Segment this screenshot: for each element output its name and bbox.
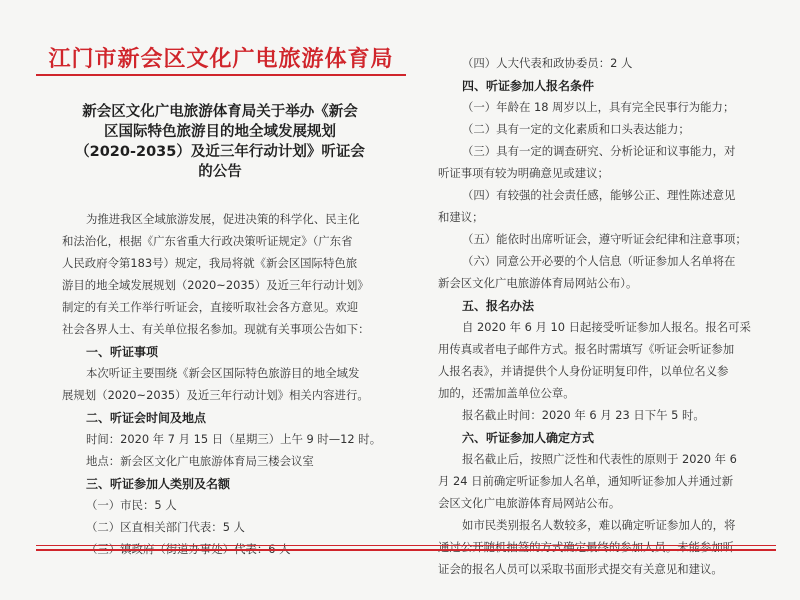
section-heading: 六、听证参加人确定方式 bbox=[462, 431, 595, 445]
letterhead bbox=[36, 24, 406, 76]
section-body-line: 展规划（2020~2035）及近三年行动计划》相关内容进行。 bbox=[62, 388, 369, 402]
title-line: （2020-2035）及近三年行动计划》听证会 bbox=[75, 144, 365, 160]
section-heading: 二、听证会时间及地点 bbox=[86, 411, 207, 425]
intro-line: 和法治化，根据《广东省重大行政决策听证规定》（广东省 bbox=[62, 234, 353, 248]
footer-rule bbox=[36, 545, 776, 546]
section-heading: 三、听证参加人类别及名额 bbox=[86, 477, 231, 491]
condition-line: 听证事项有较为明确意见或建议； bbox=[438, 166, 609, 180]
list-item: （一）市民：5 人 bbox=[86, 498, 177, 512]
hearing-time: 时间：2020 年 7 月 15 日（星期三）上午 9 时—12 时。 bbox=[86, 432, 382, 446]
condition-line: 和建议； bbox=[438, 210, 484, 224]
hearing-place: 地点：新会区文化广电旅游体育局三楼会议室 bbox=[86, 454, 314, 468]
list-item: （四）人大代表和政协委员：2 人 bbox=[462, 56, 633, 70]
list-item: （二）区直相关部门代表：5 人 bbox=[86, 520, 245, 534]
intro-line: 游目的地全域发展规划（2020~2035）及近三年行动计划》 bbox=[62, 278, 369, 292]
section-body-line: 用传真或者电子邮件方式。报名时需填写《听证会听证参加 bbox=[438, 342, 735, 356]
section-body-line: 如市民类别报名人数较多，难以确定听证参加人的，将 bbox=[462, 518, 736, 532]
section-body-line: 报名截止后，按照广泛性和代表性的原则于 2020 年 6 bbox=[462, 452, 737, 466]
footer-rule bbox=[36, 549, 776, 551]
section-body-line: 本次听证主要围绕《新会区国际特色旅游目的地全域发 bbox=[86, 366, 360, 380]
section-body-line: 会区文化广电旅游体育局网站公布。 bbox=[438, 496, 621, 510]
intro-line: 社会各界人士、有关单位报名参加。现就有关事项公告如下： bbox=[62, 322, 370, 336]
registration-deadline: 报名截止时间：2020 年 6 月 23 日下午 5 时。 bbox=[462, 408, 705, 422]
letterhead-org-name: 江门市新会区文化广电旅游体育局 bbox=[48, 46, 394, 72]
intro-line: 为推进我区全域旅游发展，促进决策的科学化、民主化 bbox=[86, 212, 360, 226]
title-line: 的公告 bbox=[198, 164, 242, 180]
condition-line: （六）同意公开必要的个人信息（听证参加人名单将在 bbox=[462, 254, 736, 268]
section-body-line: 人报名表》，并请提供个人身份证明复印件，以单位名义参 bbox=[438, 364, 729, 378]
section-body-line: 加的，还需加盖单位公章。 bbox=[438, 386, 575, 400]
condition-line: （二）具有一定的文化素质和口头表达能力； bbox=[462, 122, 690, 136]
intro-line: 制定的有关工作举行听证会，直接听取社会各方意见。欢迎 bbox=[62, 300, 359, 314]
announcement-title bbox=[54, 102, 386, 182]
section-body-line: 证会的报名人员可以采取书面形式提交有关意见和建议。 bbox=[438, 562, 723, 576]
section-heading: 四、听证参加人报名条件 bbox=[462, 79, 595, 93]
condition-line: 新会区文化广电旅游体育局网站公布）。 bbox=[438, 276, 638, 290]
title-line: 新会区文化广电旅游体育局关于举办《新会 bbox=[82, 104, 358, 120]
intro-line: 人民政府令第183号）规定，我局将就《新会区国际特色旅 bbox=[62, 256, 358, 270]
section-body-line: 通过公开随机抽签的方式确定最终的参加人员。未能参加听 bbox=[438, 540, 735, 554]
section-heading: 一、听证事项 bbox=[86, 345, 159, 359]
section-body-line: 自 2020 年 6 月 10 日起接受听证参加人报名。报名可采 bbox=[462, 320, 751, 334]
section-body-line: 月 24 日前确定听证参加人名单，通知听证参加人并通过新 bbox=[438, 474, 734, 488]
condition-line: （五）能依时出席听证会，遵守听证会纪律和注意事项； bbox=[462, 232, 747, 246]
section-heading: 五、报名办法 bbox=[462, 299, 535, 313]
title-line: 区国际特色旅游目的地全域发展规划 bbox=[104, 124, 336, 140]
condition-line: （三）具有一定的调查研究、分析论证和议事能力，对 bbox=[462, 144, 736, 158]
list-item: （三）镇政府（街道办事处）代表：6 人 bbox=[86, 542, 291, 556]
condition-line: （一）年龄在 18 周岁以上，具有完全民事行为能力； bbox=[462, 100, 735, 114]
condition-line: （四）有较强的社会责任感，能够公正、理性陈述意见 bbox=[462, 188, 736, 202]
